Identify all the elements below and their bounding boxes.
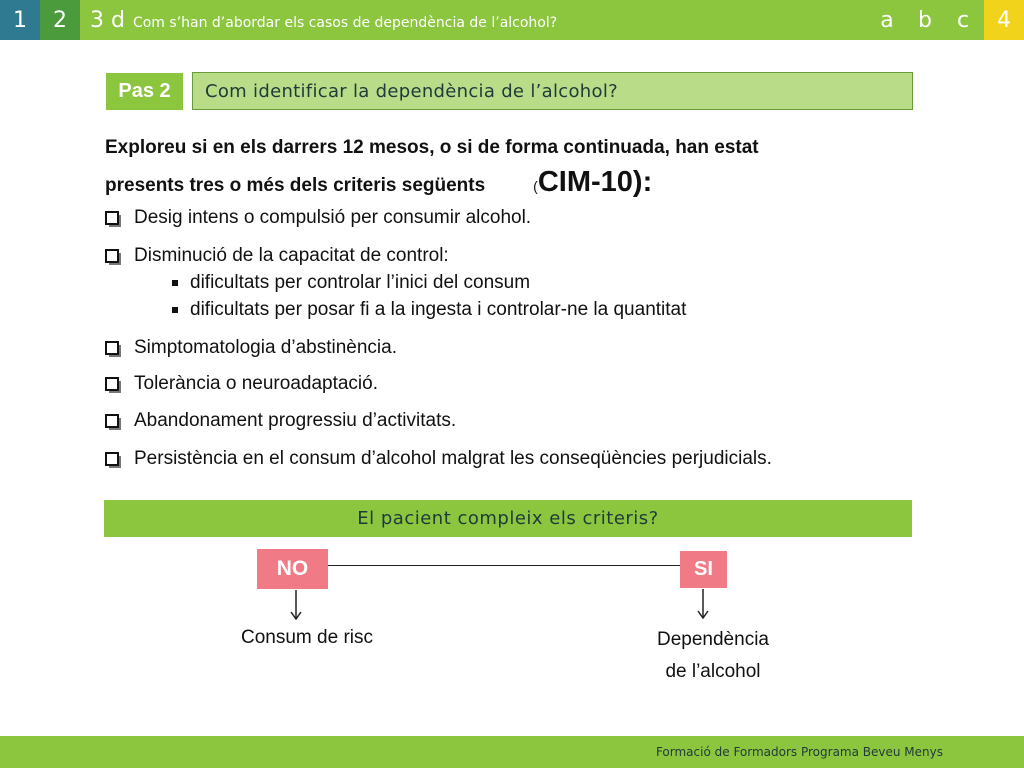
section-title: Com s’han d’abordar els casos de dependència de l’alcohol? xyxy=(132,15,558,31)
no-outcome: Consum de risc xyxy=(241,627,373,648)
si-outcome-line-1: Dependència xyxy=(657,629,769,650)
sub-criterion-item xyxy=(172,299,686,321)
criterion-text: Simptomatologia d’abstinència. xyxy=(134,337,397,358)
si-outcome xyxy=(613,624,813,688)
no-badge[interactable]: NO xyxy=(257,549,328,589)
footer-bar xyxy=(0,736,1024,768)
sub-criterion-item xyxy=(172,272,530,294)
square-bullet-icon xyxy=(172,280,178,286)
criterion-text: Abandonament progressiu d’activitats. xyxy=(134,410,457,431)
criterion-item xyxy=(105,448,772,470)
arrow-down-icon xyxy=(697,589,709,619)
step-title: Com identificar la dependència de l’alcohol? xyxy=(192,72,913,110)
intro-text: presents tres o més dels criteris següents xyxy=(105,175,486,196)
criterion-item xyxy=(105,410,456,432)
sub-tab-a[interactable]: a xyxy=(880,7,894,33)
checkbox-bullet-icon xyxy=(105,211,119,225)
top-navigation-bar xyxy=(0,0,1024,40)
criterion-text: Tolerància o neuroadaptació. xyxy=(134,373,379,394)
intro-paren: ( xyxy=(533,178,538,194)
intro-line-1: Exploreu si en els darrers 12 mesos, o si de forma continuada, han estat xyxy=(105,137,759,158)
intro-line-2 xyxy=(105,166,652,199)
criterion-item xyxy=(105,373,378,395)
checkbox-bullet-icon xyxy=(105,414,119,428)
sub-tab-b[interactable]: b xyxy=(918,7,932,33)
criterion-item xyxy=(105,245,449,267)
decision-question: El pacient compleix els criteris? xyxy=(104,500,912,537)
sub-tab-c[interactable]: c xyxy=(956,7,970,33)
criterion-item xyxy=(105,207,531,229)
square-bullet-icon xyxy=(172,307,178,313)
sub-tabs xyxy=(868,0,982,40)
nav-tab-1[interactable]: 1 xyxy=(0,0,40,40)
decision-connector-line xyxy=(328,565,680,566)
criterion-text: Persistència en el consum d’alcohol malgrat les conseqüències perjudicials. xyxy=(134,448,772,469)
section-code: 3 d xyxy=(90,8,125,33)
si-badge[interactable]: SI xyxy=(680,551,727,588)
nav-tab-2[interactable]: 2 xyxy=(40,0,80,40)
si-outcome-line-2: de l’alcohol xyxy=(665,661,761,682)
sub-criterion-text: dificultats per posar fi a la ingesta i controlar-ne la quantitat xyxy=(190,299,687,320)
footer-text: Formació de Formadors Programa Beveu Menys xyxy=(655,745,943,759)
nav-tab-4[interactable]: 4 xyxy=(984,0,1024,40)
criterion-text: Desig intens o compulsió per consumir alcohol. xyxy=(134,207,532,228)
checkbox-bullet-icon xyxy=(105,249,119,263)
sub-criterion-text: dificultats per controlar l’inici del consum xyxy=(190,272,531,293)
checkbox-bullet-icon xyxy=(105,341,119,355)
checkbox-bullet-icon xyxy=(105,377,119,391)
checkbox-bullet-icon xyxy=(105,452,119,466)
arrow-down-icon xyxy=(290,590,302,620)
step-label: Pas 2 xyxy=(106,73,183,110)
criterion-item xyxy=(105,337,397,359)
section-heading xyxy=(90,0,557,40)
criterion-text: Disminució de la capacitat de control: xyxy=(134,245,449,266)
cim-10-label: CIM-10): xyxy=(537,166,653,198)
